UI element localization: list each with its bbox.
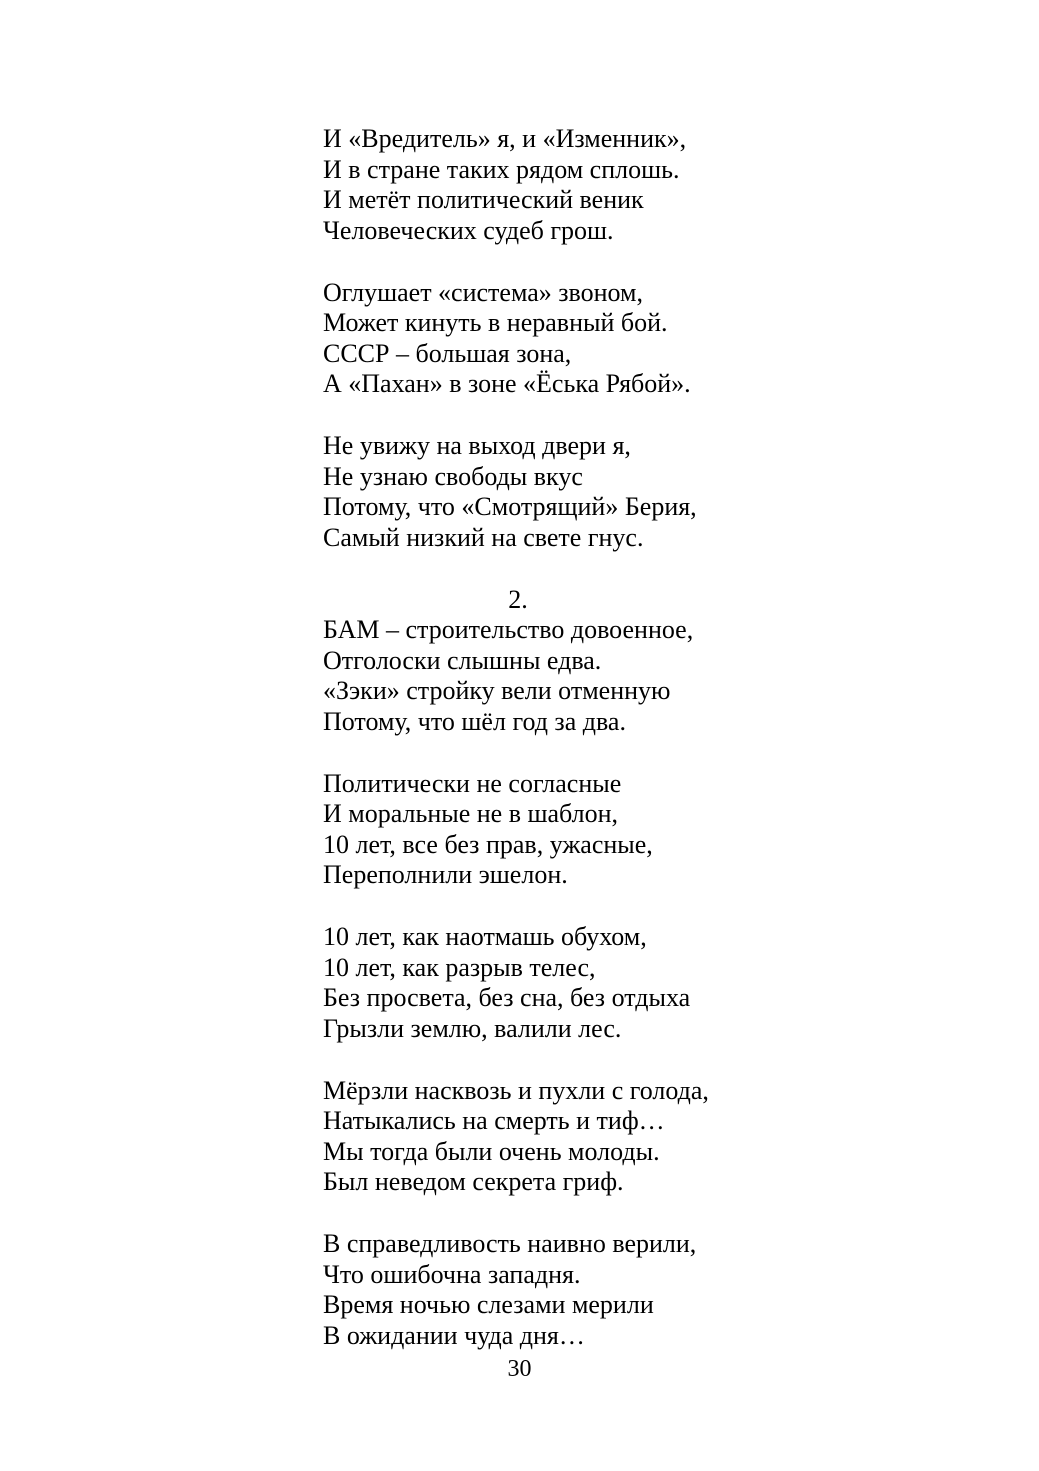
stanza-gap xyxy=(323,246,883,278)
poem-line: Без просвета, без сна, без отдыха xyxy=(323,983,691,1012)
poem-line: Время ночью слезами мерили xyxy=(323,1290,654,1319)
poem-part-1 xyxy=(323,124,883,585)
stanza xyxy=(323,1076,883,1198)
poem-line: Политически не согласные xyxy=(323,768,622,798)
poem-line: Оглушает «система» звоном, xyxy=(323,277,644,307)
poem-line: Самый низкий на свете гнус. xyxy=(323,522,644,552)
poem-line: И «Вредитель» я, и «Изменник», xyxy=(323,124,687,153)
stanza-gap xyxy=(323,1198,883,1230)
poem-line: Не увижу на выход двери я, xyxy=(323,431,631,460)
poem-line: Может кинуть в неравный бой. xyxy=(323,308,668,337)
stanza xyxy=(323,431,883,553)
poem xyxy=(323,124,883,1351)
poem-line: Переполнили эшелон. xyxy=(323,860,568,889)
poem-line: Мы тогда были очень молоды. xyxy=(323,1136,660,1166)
stanza-gap xyxy=(323,553,883,585)
stanza xyxy=(323,922,883,1044)
poem-line: 10 лет, все без прав, ужасные, xyxy=(323,829,653,859)
poem-line: Отголоски слышны едва. xyxy=(323,645,602,675)
poem-line: И метёт политический веник xyxy=(323,185,644,214)
section-number: 2. xyxy=(508,584,528,614)
poem-line: А «Пахан» в зоне «Ёська Рябой». xyxy=(323,369,691,398)
poem-line: СССР – большая зона, xyxy=(323,338,572,368)
stanza-gap xyxy=(323,1044,883,1076)
poem-line: Человеческих судеб грош. xyxy=(323,215,614,245)
poem-line: Что ошибочна западня. xyxy=(323,1259,581,1289)
stanza-gap xyxy=(323,400,883,432)
stanza xyxy=(323,124,883,246)
stanza xyxy=(323,278,883,400)
poem-line: В ожидании чуда дня… xyxy=(323,1320,585,1350)
stanza xyxy=(323,1229,883,1351)
poem-line: Мёрзли насквозь и пухли с голода, xyxy=(323,1075,709,1105)
poem-part-2 xyxy=(323,615,883,1351)
poem-line: Потому, что «Смотрящий» Берия, xyxy=(323,492,697,521)
poem-line: 10 лет, как наотмашь обухом, xyxy=(323,922,647,951)
poem-line: Был неведом секрета гриф. xyxy=(323,1167,624,1196)
section-number-row xyxy=(323,585,883,616)
page-number: 30 xyxy=(507,1356,532,1382)
stanza-gap xyxy=(323,737,883,769)
poem-line: 10 лет, как разрыв телес, xyxy=(323,952,596,982)
poem-line: Натыкались на смерть и тиф… xyxy=(323,1106,665,1135)
poem-line: Не узнаю свободы вкус xyxy=(323,461,583,491)
poem-line: И моральные не в шаблон, xyxy=(323,799,619,828)
stanza-gap xyxy=(323,891,883,923)
poem-line: БАМ – строительство довоенное, xyxy=(323,615,694,644)
stanza xyxy=(323,615,883,737)
stanza xyxy=(323,769,883,891)
poem-line: Грызли землю, валили лес. xyxy=(323,1013,622,1043)
poem-line: В справедливость наивно верили, xyxy=(323,1229,697,1258)
poem-line: И в стране таких рядом сплошь. xyxy=(323,154,680,184)
poem-line: Потому, что шёл год за два. xyxy=(323,706,626,736)
poem-line: «Зэки» стройку вели отменную xyxy=(323,676,671,705)
